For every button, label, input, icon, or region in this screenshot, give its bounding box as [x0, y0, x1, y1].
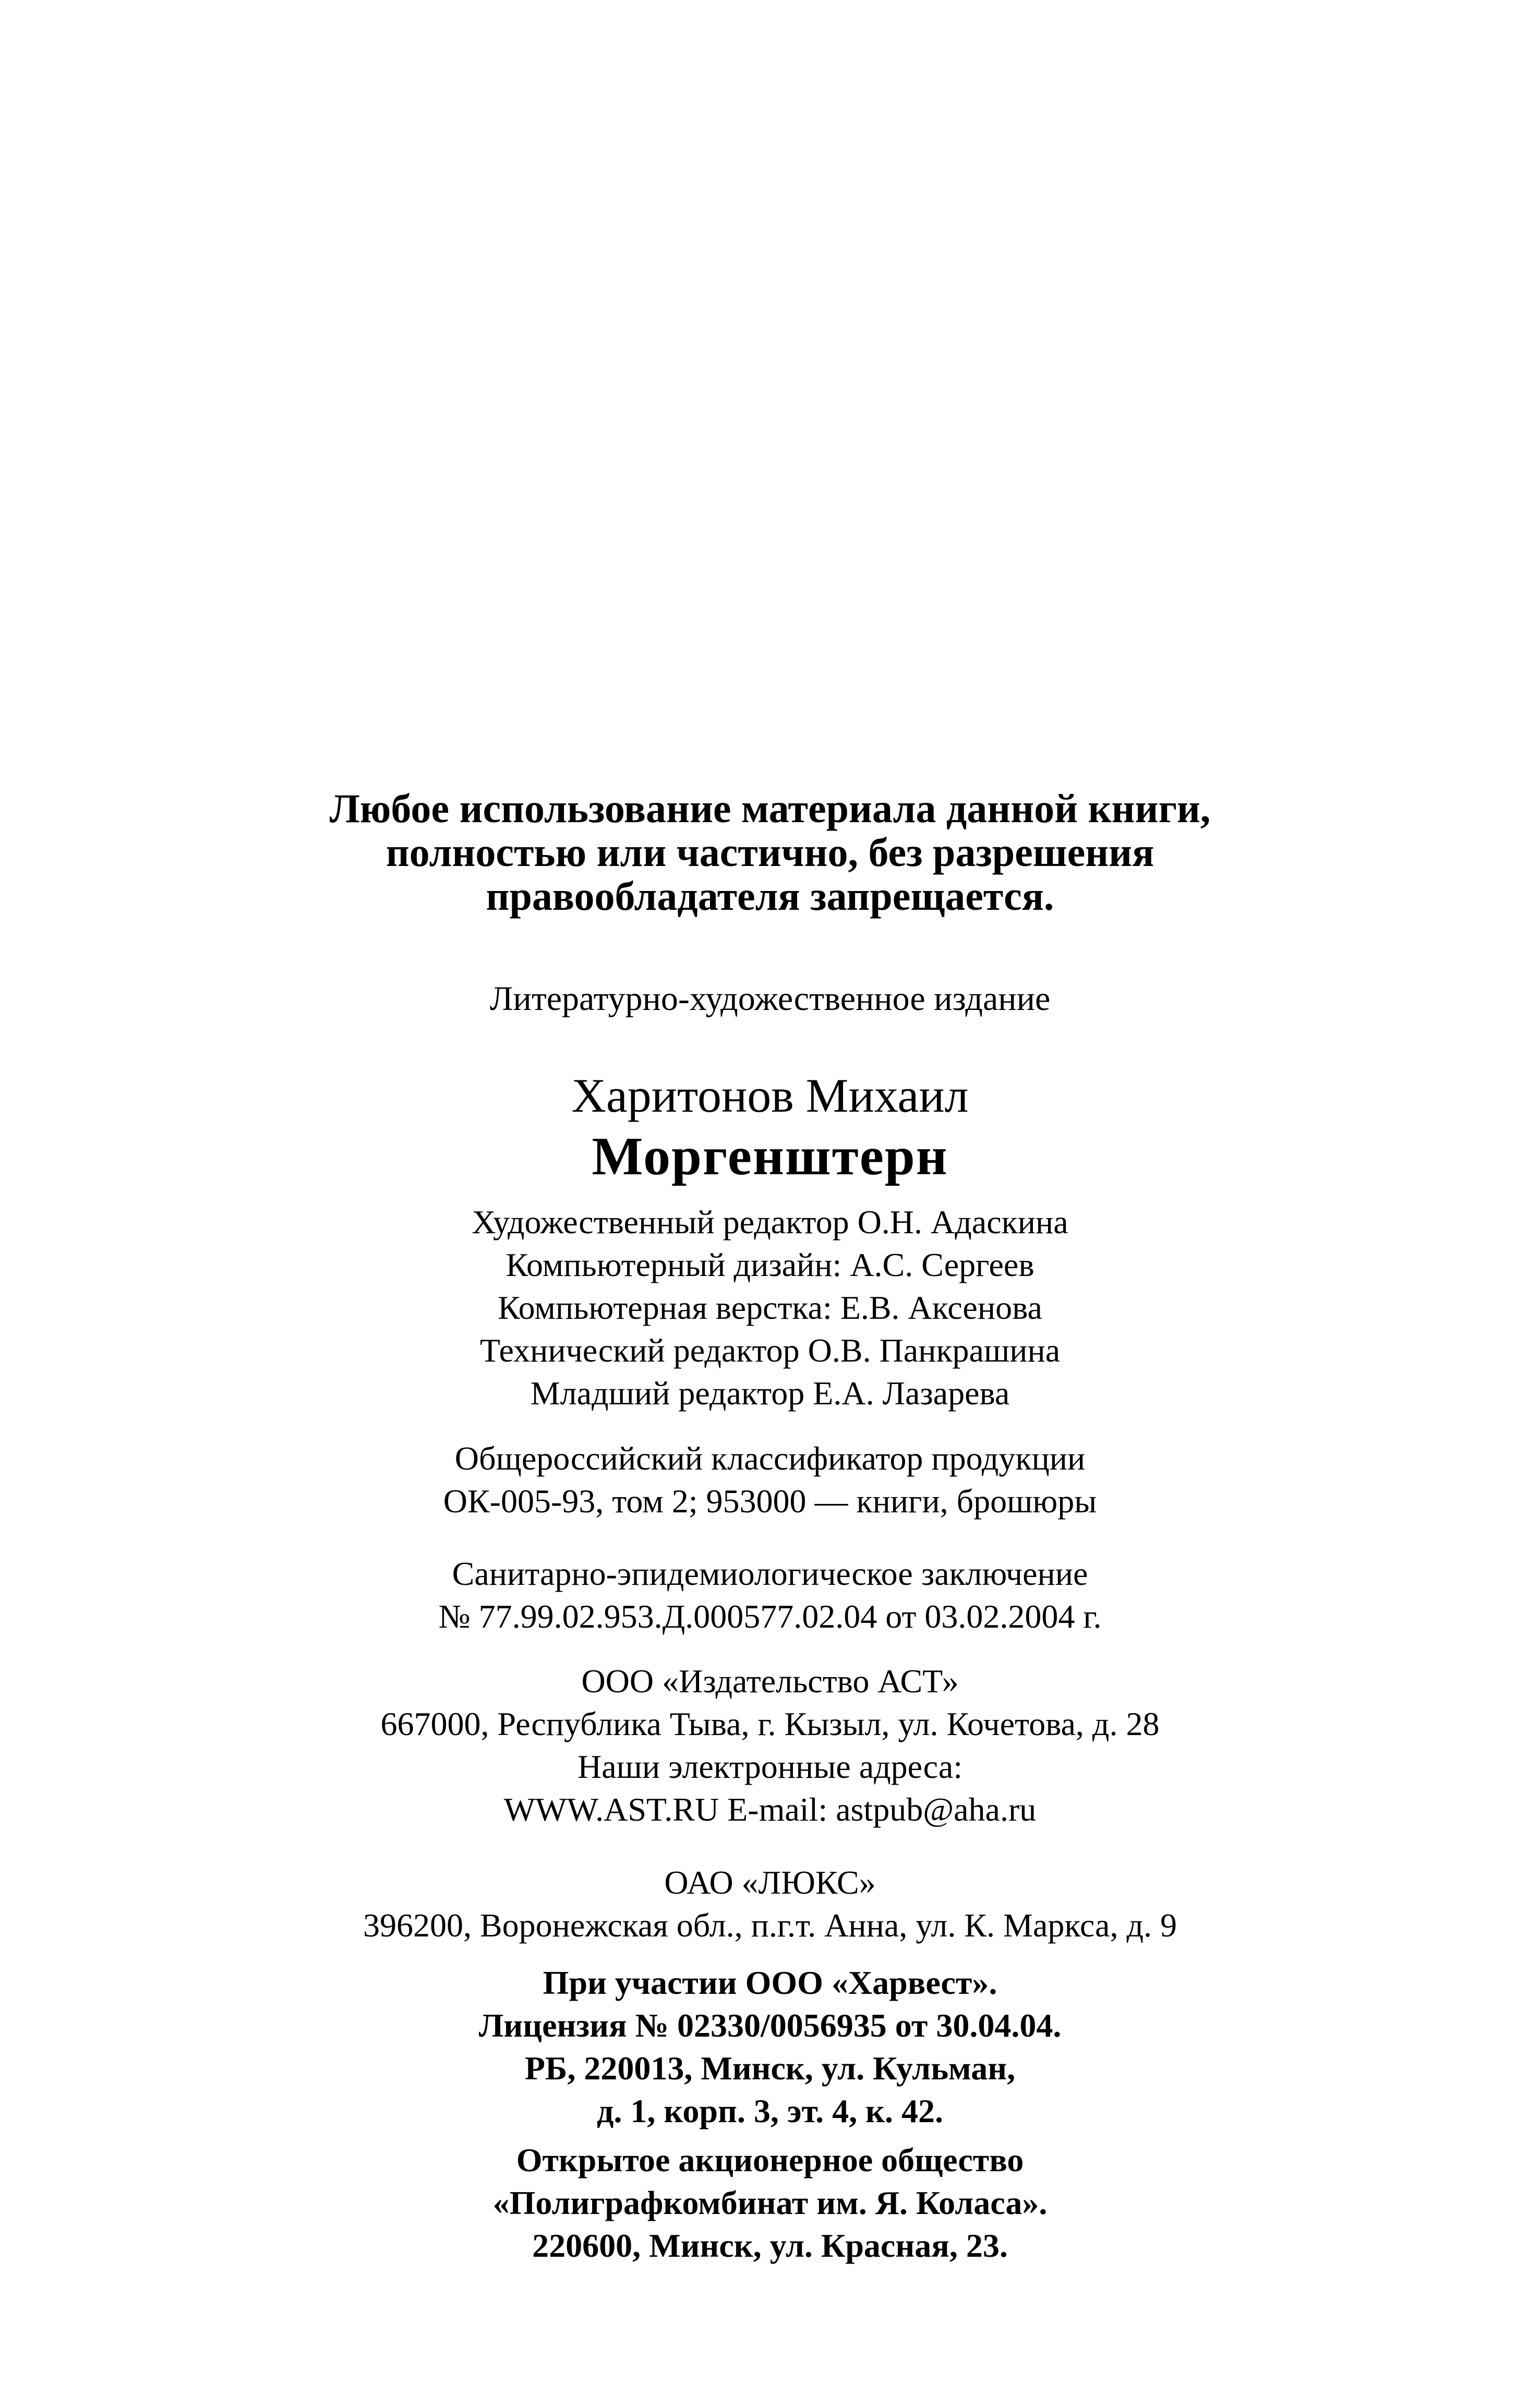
publisher-line: 667000, Республика Тыва, г. Кызыл, ул. Кочетова, д. 28	[380, 1705, 1160, 1742]
notice-line: Любое использование материала данной книги,	[329, 786, 1211, 831]
sanitary-line: Санитарно-эпидемиологическое заключение	[452, 1555, 1088, 1592]
credit-line: Компьютерный дизайн: А.С. Сергеев	[506, 1246, 1034, 1283]
printing-house-line: «Полиграфкомбинат им. Я. Коласа».	[492, 2184, 1048, 2221]
licensing-line: Лицензия № 02330/0056935 от 30.04.04.	[478, 2007, 1062, 2044]
credit-line: Компьютерная верстка: Е.В. Аксенова	[498, 1289, 1042, 1326]
copyright-notice	[0, 787, 1540, 918]
printer-line: ОАО «ЛЮКС»	[664, 1864, 876, 1901]
publisher-line: ООО «Издательство АСТ»	[581, 1663, 959, 1700]
author-text: Харитонов Михаил	[571, 1069, 969, 1122]
sanitary-line: № 77.99.02.953.Д.000577.02.04 от 03.02.2004 г.	[438, 1598, 1102, 1635]
book-title-text: Моргенштерн	[592, 1126, 948, 1186]
classifier-line: Общероссийский классификатор продукции	[454, 1440, 1086, 1477]
credit-line: Технический редактор О.В. Панкрашина	[479, 1332, 1061, 1369]
printer-info	[0, 1861, 1540, 1947]
credit-line: Художественный редактор О.Н. Адаскина	[472, 1203, 1068, 1241]
sanitary-certificate	[0, 1552, 1540, 1638]
publisher-info	[0, 1660, 1540, 1831]
publisher-line: WWW.AST.RU E-mail: astpub@aha.ru	[503, 1791, 1037, 1828]
publisher-line: Наши электронные адреса:	[577, 1748, 963, 1785]
author-name	[0, 1067, 1540, 1124]
printing-house-line: 220600, Минск, ул. Красная, 23.	[532, 2227, 1008, 2264]
licensing-line: д. 1, корп. 3, эт. 4, к. 42.	[596, 2092, 944, 2129]
printer-line: 396200, Воронежская обл., п.г.т. Анна, ул. К. Маркса, д. 9	[363, 1907, 1177, 1944]
printing-house-line: Открытое акционерное общество	[516, 2141, 1024, 2179]
classifier-line: ОК-005-93, том 2; 953000 — книги, брошюры	[443, 1483, 1097, 1520]
edition-type	[0, 978, 1540, 1020]
licensing-line: РБ, 220013, Минск, ул. Кульман,	[524, 2050, 1016, 2087]
licensing-line: При участии ООО «Харвест».	[543, 1964, 997, 2001]
editorial-credits	[0, 1201, 1540, 1415]
book-title	[0, 1126, 1540, 1187]
notice-line: правообладателя запрещается.	[486, 873, 1054, 919]
credit-line: Младший редактор Е.А. Лазарева	[530, 1375, 1010, 1412]
printing-house-info	[0, 2139, 1540, 2267]
licensing-info	[0, 1961, 1540, 2133]
product-classifier	[0, 1437, 1540, 1523]
notice-line: полностью или частично, без разрешения	[386, 829, 1154, 875]
edition-type-text: Литературно-художественное издание	[489, 980, 1051, 1018]
